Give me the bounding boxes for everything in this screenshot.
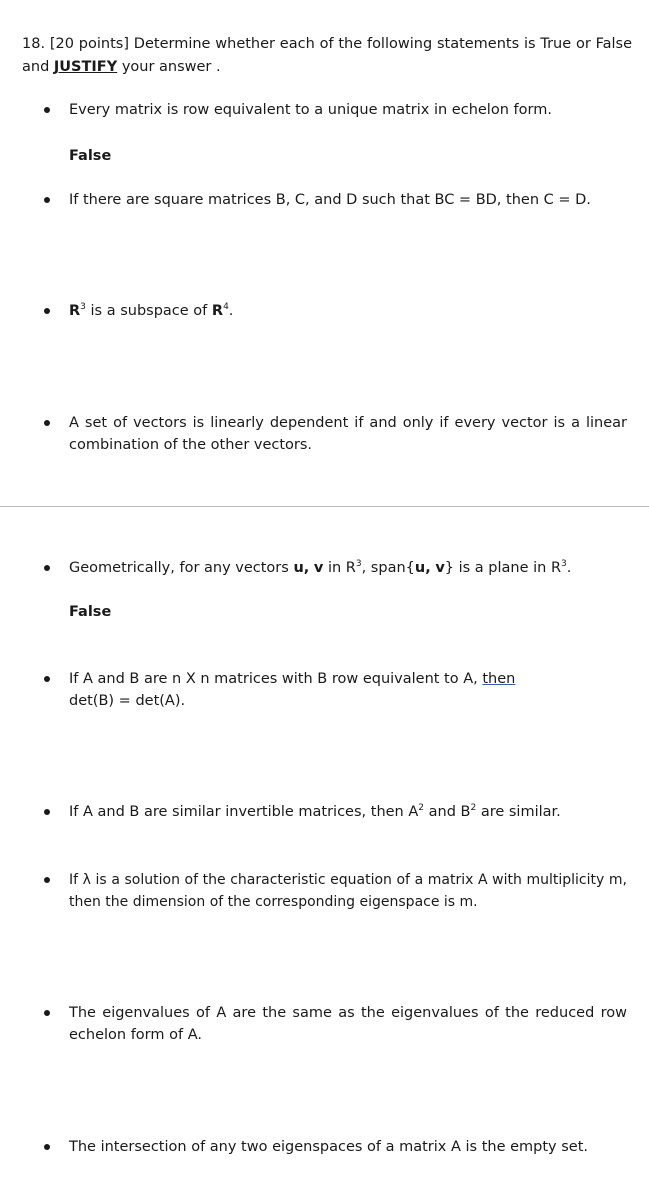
- statement-answer: False: [69, 604, 112, 620]
- statement-period: .: [228, 303, 234, 319]
- statement-phrase: is a subspace of: [90, 303, 208, 319]
- bullet-icon: [44, 1010, 50, 1016]
- span-vector-u: u,: [414, 560, 431, 576]
- r3-exponent: 3: [561, 559, 567, 570]
- vector-u: u,: [293, 560, 310, 576]
- question-instruction: Determine whether each of the following statements is True or False and: [22, 36, 632, 75]
- statement-text: A set of vectors is linearly dependent if and only if every vector is a linear combination of the other vectors.: [69, 415, 627, 453]
- statement-text: Every matrix is row equivalent to a unique matrix in echelon form.: [69, 102, 552, 118]
- r4-exponent: 4: [223, 302, 229, 313]
- page-divider: [0, 506, 649, 507]
- statement-text: [69, 668, 539, 712]
- bullet-icon: [44, 809, 50, 815]
- statement-text: [69, 801, 627, 823]
- span-vector-v: v: [435, 560, 445, 576]
- question-points: [20 points]: [49, 36, 129, 52]
- statement-text: If there are square matrices B, C, and D such that BC = BD, then C = D.: [69, 192, 591, 208]
- statement-phrase: are similar.: [480, 804, 561, 820]
- statement-text: The intersection of any two eigenspaces of a matrix A is the empty set.: [69, 1139, 589, 1155]
- statement-answer: False: [69, 148, 112, 164]
- bullet-icon: [44, 107, 50, 113]
- underlined-then: then: [482, 671, 516, 687]
- r3-exponent: 3: [80, 302, 86, 313]
- statement-text: [69, 557, 627, 579]
- bullet-icon: [44, 1144, 50, 1150]
- b-exponent: 2: [470, 803, 477, 814]
- statement-phrase: Geometrically, for any vectors: [69, 560, 289, 576]
- statement-phrase: in R: [327, 560, 356, 576]
- statement-text: [69, 300, 627, 322]
- bullet-icon: [44, 197, 50, 203]
- bullet-icon: [44, 565, 50, 571]
- statement-phrase: } is a plane in R: [444, 560, 562, 576]
- r3-exponent: 3: [355, 559, 362, 570]
- statement-phrase: det(B) = det(A).: [69, 693, 186, 709]
- bullet-icon: [44, 676, 50, 682]
- statement-period: .: [566, 560, 572, 576]
- question-instruction-end: your answer .: [121, 59, 221, 75]
- statement-phrase: , span{: [361, 560, 415, 576]
- bullet-icon: [44, 308, 50, 314]
- r4-symbol: R: [211, 303, 224, 319]
- statement-phrase: If A and B are n X n matrices with B row equivalent to A,: [69, 671, 478, 687]
- statement-phrase: If A and B are similar invertible matrices, then A: [69, 804, 419, 820]
- r3-symbol: R: [69, 303, 81, 319]
- statement-phrase: and B: [428, 804, 471, 820]
- bullet-icon: [44, 420, 50, 426]
- question-header: [22, 33, 632, 79]
- statement-text: If λ is a solution of the characteristic equation of a matrix A with multiplicity m, then the dimension of the corresponding eigenspace is m.: [69, 872, 627, 910]
- question-number: 18.: [22, 36, 46, 52]
- a-exponent: 2: [418, 803, 425, 814]
- justify-emphasis: JUSTIFY: [53, 59, 118, 75]
- statement-text: The eigenvalues of A are the same as the eigenvalues of the reduced row echelon form of A.: [69, 1005, 627, 1043]
- vector-v: v: [313, 560, 324, 576]
- bullet-icon: [44, 877, 50, 883]
